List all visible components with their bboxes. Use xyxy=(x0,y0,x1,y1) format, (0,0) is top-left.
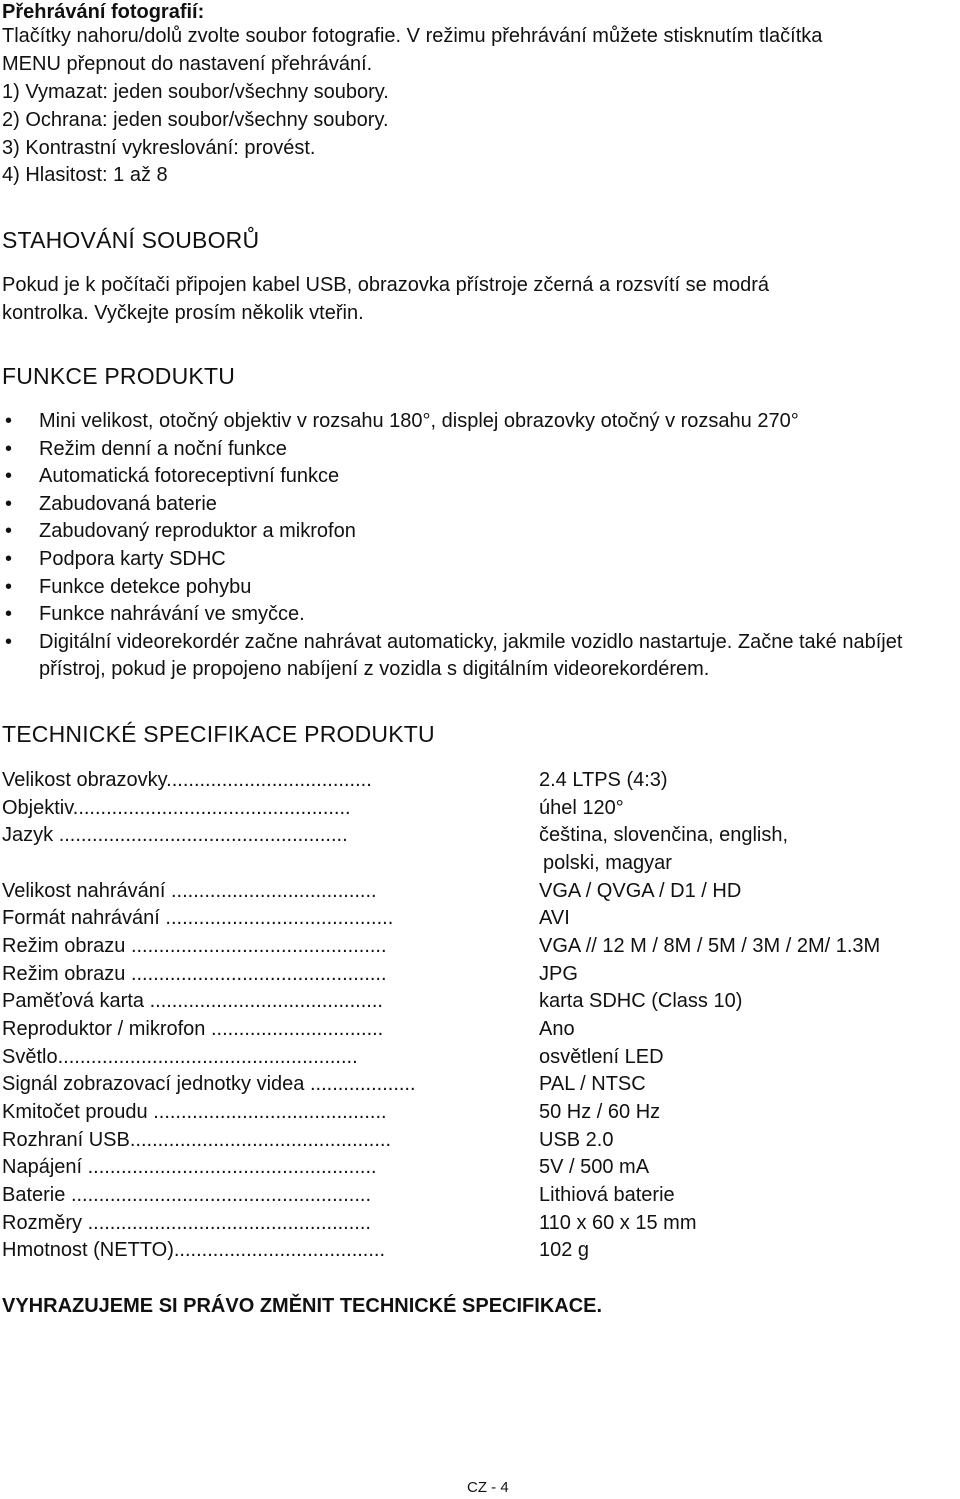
spec-label: Rozhraní USB xyxy=(2,1129,130,1151)
specs-title: TECHNICKÉ SPECIFIKACE PRODUKTU xyxy=(2,721,435,747)
spec-row-dimensions xyxy=(2,1210,697,1236)
spec-row-light xyxy=(2,1044,664,1070)
spec-leader-dots: ............................................... xyxy=(129,1129,392,1151)
spec-value: osvětlení LED xyxy=(539,1046,664,1068)
bullet-icon: • xyxy=(5,437,13,460)
spec-label: Baterie xyxy=(2,1184,71,1206)
spec-leader-dots: ..................................... xyxy=(166,769,372,791)
feature-item xyxy=(0,436,960,464)
feature-item xyxy=(0,601,960,629)
feature-item xyxy=(0,518,960,546)
playback-option-volume: 4) Hlasitost: 1 až 8 xyxy=(2,164,168,186)
features-title: FUNKCE PRODUKTU xyxy=(2,363,236,389)
spec-row-image-mode xyxy=(2,933,881,959)
spec-label: Napájení xyxy=(2,1156,88,1178)
spec-row-power xyxy=(2,1154,650,1180)
spec-label: Jazyk xyxy=(2,824,59,846)
spec-leader-dots: .................................................. xyxy=(72,797,351,819)
spec-leader-dots: .............................................. xyxy=(130,935,387,957)
playback-line: MENU přepnout do nastavení přehrávání. xyxy=(2,53,373,75)
spec-value: VGA / QVGA / D1 / HD xyxy=(539,880,742,902)
spec-value: 50 Hz / 60 Hz xyxy=(539,1101,661,1123)
playback-option-protect: 2) Ochrana: jeden soubor/všechny soubory. xyxy=(2,109,389,131)
feature-item xyxy=(0,463,960,491)
spec-leader-dots: .................................................... xyxy=(58,824,348,846)
feature-item xyxy=(0,546,960,574)
spec-value: PAL / NTSC xyxy=(539,1073,646,1095)
page-number: CZ - 4 xyxy=(467,1479,509,1496)
spec-leader-dots: ..................................... xyxy=(171,880,377,902)
spec-leader-dots: ...................................................... xyxy=(70,1184,371,1206)
spec-label: Režim obrazu xyxy=(2,963,131,985)
playback-option-contrast: 3) Kontrastní vykreslování: provést. xyxy=(2,137,316,159)
spec-label: Hmotnost (NETTO) xyxy=(2,1239,174,1261)
feature-text: Mini velikost, otočný objektiv v rozsahu 180°, displej obrazovky otočný v rozsahu 270° xyxy=(39,410,799,432)
bullet-icon: • xyxy=(5,492,13,515)
feature-text: Zabudovaný reproduktor a mikrofon xyxy=(39,520,356,543)
feature-item xyxy=(0,408,960,436)
feature-text: Automatická fotoreceptivní funkce xyxy=(39,465,340,488)
spec-row-recording-format xyxy=(2,905,570,931)
disclaimer: VYHRAZUJEME SI PRÁVO ZMĚNIT TECHNICKÉ SPECIFIKACE. xyxy=(2,1295,603,1317)
feature-text: Funkce detekce pohybu xyxy=(39,575,252,598)
spec-row-video-signal xyxy=(2,1071,646,1097)
spec-leader-dots: ...................................... xyxy=(173,1239,386,1261)
spec-leader-dots: .............................................. xyxy=(130,963,387,985)
spec-value: Ano xyxy=(539,1018,575,1040)
download-line: Pokud je k počítači připojen kabel USB, obrazovka přístroje zčerná a rozsvítí se modrá xyxy=(2,274,770,296)
spec-value: 102 g xyxy=(539,1239,590,1261)
spec-row-lens xyxy=(2,795,624,821)
feature-text: Zabudovaná baterie xyxy=(39,492,217,515)
spec-label: Kmitočet proudu xyxy=(2,1101,154,1123)
spec-label: Objektiv xyxy=(2,797,73,819)
spec-leader-dots: ................................................... xyxy=(87,1212,371,1234)
spec-row-frequency xyxy=(2,1099,661,1125)
spec-leader-dots: .......................................... xyxy=(153,1101,387,1123)
spec-label: Rozměry xyxy=(2,1212,88,1234)
download-line: kontrolka. Vyčkejte prosím několik vteřin. xyxy=(2,302,364,324)
feature-item xyxy=(0,491,960,519)
spec-row-weight xyxy=(2,1237,590,1263)
feature-item xyxy=(0,574,960,602)
spec-value: AVI xyxy=(539,907,570,929)
spec-leader-dots: .......................................... xyxy=(149,990,383,1012)
feature-item xyxy=(0,629,960,684)
spec-leader-dots: ................... xyxy=(309,1073,416,1095)
spec-label: Velikost obrazovky xyxy=(2,769,167,791)
spec-value: 110 x 60 x 15 mm xyxy=(539,1212,697,1234)
spec-label: Signál zobrazovací jednotky videa xyxy=(2,1073,310,1095)
feature-text: Digitální videorekordér začne nahrávat automaticky, jakmile vozidlo nastartuje. Začne také nabíjet přístroj, pokud je propojeno nabíjení z vozidla s digitálním videorekordérem. xyxy=(39,630,903,681)
playback-line: Tlačítky nahoru/dolů zvolte soubor fotografie. V režimu přehrávání můžete stisknutím tlačítka xyxy=(2,25,823,47)
bullet-icon: • xyxy=(5,465,13,488)
spec-label: Režim obrazu xyxy=(2,935,131,957)
playback-title: Přehrávání fotografií: xyxy=(2,1,205,23)
feature-text: Podpora karty SDHC xyxy=(39,547,226,570)
feature-text: Funkce nahrávání ve smyčce. xyxy=(39,603,305,626)
spec-row-image-format xyxy=(2,961,578,987)
spec-value: Lithiová baterie xyxy=(539,1184,675,1206)
spec-language-continuation: polski, magyar xyxy=(543,852,672,874)
spec-row-battery xyxy=(2,1182,675,1208)
download-title: STAHOVÁNÍ SOUBORŮ xyxy=(2,227,260,253)
spec-row-speaker-mic xyxy=(2,1016,575,1042)
spec-row-memory-card xyxy=(2,988,743,1014)
spec-value: 2.4 LTPS (4:3) xyxy=(539,769,668,791)
spec-value: úhel 120° xyxy=(539,797,624,819)
bullet-icon: • xyxy=(5,630,13,653)
spec-value: karta SDHC (Class 10) xyxy=(539,990,743,1012)
bullet-icon: • xyxy=(5,603,13,626)
spec-label: Velikost nahrávání xyxy=(2,880,171,902)
playback-option-delete: 1) Vymazat: jeden soubor/všechny soubory. xyxy=(2,81,389,103)
spec-leader-dots: ...................................................... xyxy=(57,1046,358,1068)
spec-value: 5V / 500 mA xyxy=(539,1156,650,1178)
spec-row-screen-size xyxy=(2,767,668,793)
feature-text: Režim denní a noční funkce xyxy=(39,437,287,460)
spec-row-usb xyxy=(2,1127,614,1153)
spec-label: Paměťová karta xyxy=(2,990,150,1012)
bullet-icon: • xyxy=(5,520,13,543)
spec-value: čeština, slovenčina, english, xyxy=(539,824,789,846)
spec-value: USB 2.0 xyxy=(539,1129,614,1151)
spec-label: Reproduktor / mikrofon xyxy=(2,1018,211,1040)
features-list xyxy=(0,408,960,684)
bullet-icon: • xyxy=(5,575,13,598)
spec-label: Formát nahrávání xyxy=(2,907,166,929)
bullet-icon: • xyxy=(5,547,13,570)
spec-value: VGA // 12 M / 8M / 5M / 3M / 2M/ 1.3M xyxy=(539,935,881,957)
bullet-icon: • xyxy=(5,410,13,432)
spec-value: JPG xyxy=(539,963,578,985)
spec-row-recording-size xyxy=(2,878,742,904)
spec-leader-dots: ............................... xyxy=(210,1018,384,1040)
spec-label: Světlo xyxy=(2,1046,58,1068)
spec-leader-dots: ......................................... xyxy=(165,907,394,929)
spec-row-language xyxy=(2,822,789,848)
spec-leader-dots: .................................................... xyxy=(87,1156,377,1178)
